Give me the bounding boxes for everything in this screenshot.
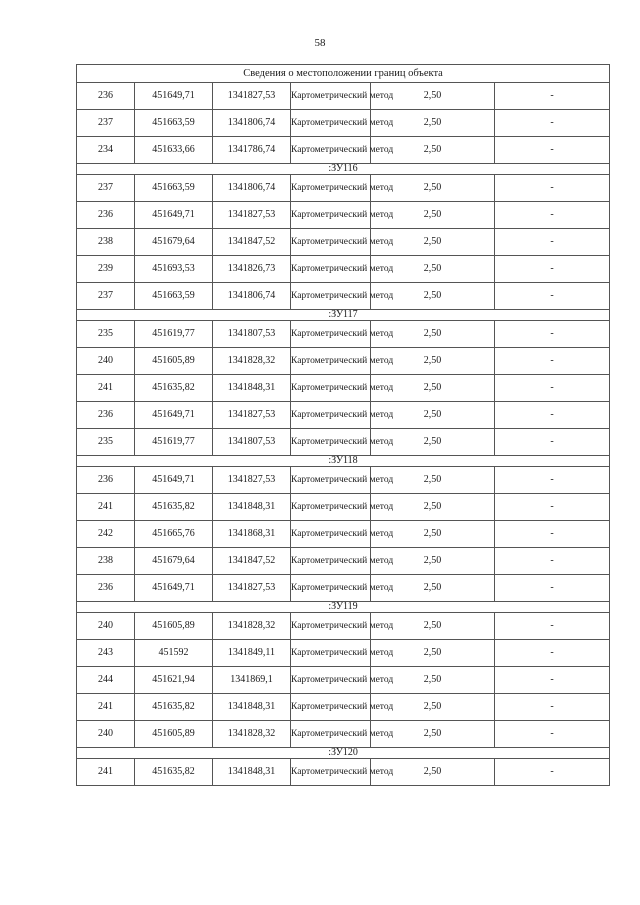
coordinate-x-cell: 451621,94 xyxy=(135,667,213,694)
coordinate-y-cell: 1341807,53 xyxy=(213,321,291,348)
accuracy-cell: 2,50 xyxy=(371,110,495,137)
accuracy-cell: 2,50 xyxy=(371,640,495,667)
coordinate-x-cell: 451635,82 xyxy=(135,494,213,521)
accuracy-cell: 2,50 xyxy=(371,575,495,602)
accuracy-cell: 2,50 xyxy=(371,494,495,521)
table-row xyxy=(77,202,610,229)
coordinate-y-cell: 1341806,74 xyxy=(213,175,291,202)
table-row xyxy=(77,575,610,602)
table-row xyxy=(77,348,610,375)
coordinate-x-cell: 451679,64 xyxy=(135,548,213,575)
coordinate-y-cell: 1341827,53 xyxy=(213,575,291,602)
accuracy-cell: 2,50 xyxy=(371,283,495,310)
description-cell: - xyxy=(495,759,610,786)
method-cell: Картометрический метод xyxy=(291,548,371,575)
accuracy-cell: 2,50 xyxy=(371,429,495,456)
table-row xyxy=(77,613,610,640)
table-row xyxy=(77,721,610,748)
coordinate-y-cell: 1341827,53 xyxy=(213,202,291,229)
description-cell: - xyxy=(495,402,610,429)
table-row xyxy=(77,759,610,786)
accuracy-cell: 2,50 xyxy=(371,467,495,494)
table-row xyxy=(77,175,610,202)
method-cell: Картометрический метод xyxy=(291,467,371,494)
boundary-coordinates-table xyxy=(76,64,610,786)
description-cell: - xyxy=(495,283,610,310)
coordinate-x-cell: 451633,66 xyxy=(135,137,213,164)
accuracy-cell: 2,50 xyxy=(371,694,495,721)
point-number-cell: 244 xyxy=(77,667,135,694)
coordinate-x-cell: 451649,71 xyxy=(135,83,213,110)
parcel-group-label: :ЗУ119 xyxy=(77,602,610,613)
method-cell: Картометрический метод xyxy=(291,175,371,202)
coordinate-y-cell: 1341827,53 xyxy=(213,467,291,494)
accuracy-cell: 2,50 xyxy=(371,83,495,110)
parcel-group-row xyxy=(77,456,610,467)
point-number-cell: 238 xyxy=(77,229,135,256)
point-number-cell: 242 xyxy=(77,521,135,548)
description-cell: - xyxy=(495,375,610,402)
accuracy-cell: 2,50 xyxy=(371,202,495,229)
method-cell: Картометрический метод xyxy=(291,283,371,310)
point-number-cell: 240 xyxy=(77,613,135,640)
coordinate-x-cell: 451679,64 xyxy=(135,229,213,256)
coordinate-y-cell: 1341869,1 xyxy=(213,667,291,694)
table-body xyxy=(77,65,610,786)
point-number-cell: 236 xyxy=(77,83,135,110)
coordinate-x-cell: 451663,59 xyxy=(135,110,213,137)
point-number-cell: 236 xyxy=(77,467,135,494)
coordinate-x-cell: 451693,53 xyxy=(135,256,213,283)
point-number-cell: 234 xyxy=(77,137,135,164)
description-cell: - xyxy=(495,494,610,521)
table-header-row xyxy=(77,65,610,83)
accuracy-cell: 2,50 xyxy=(371,348,495,375)
description-cell: - xyxy=(495,175,610,202)
description-cell: - xyxy=(495,721,610,748)
coordinate-x-cell: 451605,89 xyxy=(135,348,213,375)
coordinate-y-cell: 1341807,53 xyxy=(213,429,291,456)
method-cell: Картометрический метод xyxy=(291,613,371,640)
accuracy-cell: 2,50 xyxy=(371,175,495,202)
accuracy-cell: 2,50 xyxy=(371,759,495,786)
coordinate-x-cell: 451635,82 xyxy=(135,694,213,721)
method-cell: Картометрический метод xyxy=(291,521,371,548)
coordinate-y-cell: 1341868,31 xyxy=(213,521,291,548)
accuracy-cell: 2,50 xyxy=(371,548,495,575)
description-cell: - xyxy=(495,83,610,110)
table-row xyxy=(77,283,610,310)
coordinate-x-cell: 451619,77 xyxy=(135,321,213,348)
point-number-cell: 236 xyxy=(77,202,135,229)
point-number-cell: 237 xyxy=(77,283,135,310)
coordinate-x-cell: 451605,89 xyxy=(135,613,213,640)
table-row xyxy=(77,694,610,721)
description-cell: - xyxy=(495,229,610,256)
description-cell: - xyxy=(495,694,610,721)
parcel-group-label: :ЗУ118 xyxy=(77,456,610,467)
method-cell: Картометрический метод xyxy=(291,348,371,375)
method-cell: Картометрический метод xyxy=(291,229,371,256)
parcel-group-row xyxy=(77,602,610,613)
method-cell: Картометрический метод xyxy=(291,640,371,667)
point-number-cell: 241 xyxy=(77,375,135,402)
coordinate-y-cell: 1341848,31 xyxy=(213,759,291,786)
coordinate-x-cell: 451635,82 xyxy=(135,759,213,786)
point-number-cell: 235 xyxy=(77,429,135,456)
table-row xyxy=(77,375,610,402)
method-cell: Картометрический метод xyxy=(291,721,371,748)
coordinate-y-cell: 1341827,53 xyxy=(213,402,291,429)
table-row xyxy=(77,83,610,110)
table-row xyxy=(77,667,610,694)
table-row xyxy=(77,429,610,456)
description-cell: - xyxy=(495,640,610,667)
table-row xyxy=(77,110,610,137)
accuracy-cell: 2,50 xyxy=(371,613,495,640)
method-cell: Картометрический метод xyxy=(291,429,371,456)
coordinate-y-cell: 1341806,74 xyxy=(213,110,291,137)
method-cell: Картометрический метод xyxy=(291,137,371,164)
coordinate-y-cell: 1341849,11 xyxy=(213,640,291,667)
coordinate-y-cell: 1341848,31 xyxy=(213,494,291,521)
coordinate-x-cell: 451649,71 xyxy=(135,575,213,602)
parcel-group-row xyxy=(77,310,610,321)
method-cell: Картометрический метод xyxy=(291,667,371,694)
parcel-group-label: :ЗУ117 xyxy=(77,310,610,321)
coordinate-y-cell: 1341827,53 xyxy=(213,83,291,110)
coordinate-y-cell: 1341828,32 xyxy=(213,613,291,640)
method-cell: Картометрический метод xyxy=(291,321,371,348)
table-row xyxy=(77,229,610,256)
description-cell: - xyxy=(495,429,610,456)
table-row xyxy=(77,640,610,667)
table-row xyxy=(77,494,610,521)
point-number-cell: 240 xyxy=(77,348,135,375)
point-number-cell: 240 xyxy=(77,721,135,748)
coordinate-x-cell: 451605,89 xyxy=(135,721,213,748)
table-row xyxy=(77,137,610,164)
description-cell: - xyxy=(495,575,610,602)
coordinate-x-cell: 451665,76 xyxy=(135,521,213,548)
accuracy-cell: 2,50 xyxy=(371,229,495,256)
coordinate-x-cell: 451649,71 xyxy=(135,467,213,494)
method-cell: Картометрический метод xyxy=(291,83,371,110)
accuracy-cell: 2,50 xyxy=(371,521,495,548)
coordinate-y-cell: 1341847,52 xyxy=(213,548,291,575)
point-number-cell: 243 xyxy=(77,640,135,667)
description-cell: - xyxy=(495,548,610,575)
description-cell: - xyxy=(495,321,610,348)
point-number-cell: 235 xyxy=(77,321,135,348)
accuracy-cell: 2,50 xyxy=(371,256,495,283)
page-number: 58 xyxy=(314,37,326,49)
description-cell: - xyxy=(495,202,610,229)
coordinate-y-cell: 1341786,74 xyxy=(213,137,291,164)
coordinate-x-cell: 451663,59 xyxy=(135,283,213,310)
accuracy-cell: 2,50 xyxy=(371,375,495,402)
coordinate-x-cell: 451649,71 xyxy=(135,402,213,429)
description-cell: - xyxy=(495,256,610,283)
parcel-group-row xyxy=(77,164,610,175)
point-number-cell: 236 xyxy=(77,575,135,602)
point-number-cell: 238 xyxy=(77,548,135,575)
coordinate-y-cell: 1341828,32 xyxy=(213,348,291,375)
parcel-group-label: :ЗУ120 xyxy=(77,748,610,759)
point-number-cell: 241 xyxy=(77,494,135,521)
description-cell: - xyxy=(495,667,610,694)
point-number-cell: 239 xyxy=(77,256,135,283)
accuracy-cell: 2,50 xyxy=(371,321,495,348)
method-cell: Картометрический метод xyxy=(291,694,371,721)
description-cell: - xyxy=(495,613,610,640)
coordinate-y-cell: 1341826,73 xyxy=(213,256,291,283)
method-cell: Картометрический метод xyxy=(291,202,371,229)
description-cell: - xyxy=(495,521,610,548)
accuracy-cell: 2,50 xyxy=(371,667,495,694)
point-number-cell: 237 xyxy=(77,110,135,137)
coordinate-x-cell: 451649,71 xyxy=(135,202,213,229)
coordinate-x-cell: 451592 xyxy=(135,640,213,667)
point-number-cell: 241 xyxy=(77,759,135,786)
coordinate-y-cell: 1341847,52 xyxy=(213,229,291,256)
method-cell: Картометрический метод xyxy=(291,256,371,283)
point-number-cell: 237 xyxy=(77,175,135,202)
table-row xyxy=(77,321,610,348)
coordinate-x-cell: 451635,82 xyxy=(135,375,213,402)
description-cell: - xyxy=(495,348,610,375)
description-cell: - xyxy=(495,137,610,164)
description-cell: - xyxy=(495,110,610,137)
table-row xyxy=(77,521,610,548)
accuracy-cell: 2,50 xyxy=(371,721,495,748)
method-cell: Картометрический метод xyxy=(291,402,371,429)
point-number-cell: 241 xyxy=(77,694,135,721)
parcel-group-label: :ЗУ116 xyxy=(77,164,610,175)
accuracy-cell: 2,50 xyxy=(371,402,495,429)
coordinate-x-cell: 451619,77 xyxy=(135,429,213,456)
table-row xyxy=(77,467,610,494)
coordinate-y-cell: 1341848,31 xyxy=(213,375,291,402)
table-header-title: Сведения о местоположении границ объекта xyxy=(77,65,610,83)
point-number-cell: 236 xyxy=(77,402,135,429)
table-row xyxy=(77,256,610,283)
method-cell: Картометрический метод xyxy=(291,110,371,137)
table-row xyxy=(77,402,610,429)
parcel-group-row xyxy=(77,748,610,759)
method-cell: Картометрический метод xyxy=(291,575,371,602)
method-cell: Картометрический метод xyxy=(291,759,371,786)
method-cell: Картометрический метод xyxy=(291,494,371,521)
coordinate-x-cell: 451663,59 xyxy=(135,175,213,202)
table-row xyxy=(77,548,610,575)
coordinate-y-cell: 1341828,32 xyxy=(213,721,291,748)
coordinate-y-cell: 1341848,31 xyxy=(213,694,291,721)
method-cell: Картометрический метод xyxy=(291,375,371,402)
coordinate-y-cell: 1341806,74 xyxy=(213,283,291,310)
accuracy-cell: 2,50 xyxy=(371,137,495,164)
description-cell: - xyxy=(495,467,610,494)
